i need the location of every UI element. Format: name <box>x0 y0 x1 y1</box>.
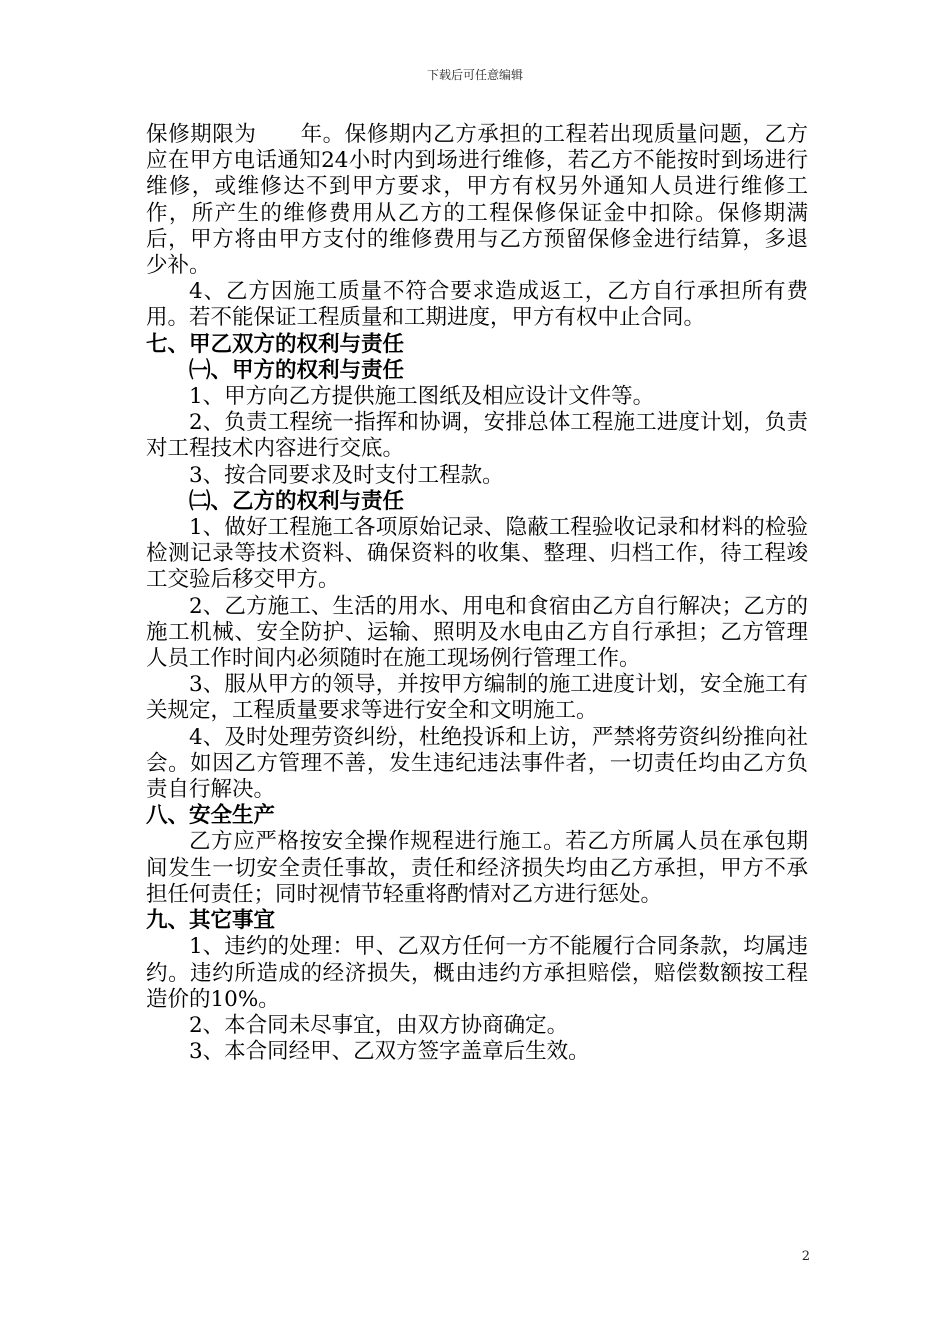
paragraph-safety: 乙方应严格按安全操作规程进行施工。若乙方所属人员在承包期间发生一切安全责任事故，责任和经济损失均由乙方承担，甲方不承担任何责任；同时视情节轻重将酌情对乙方进行惩处。 <box>146 829 808 907</box>
section-heading-other-matters: 九、其它事宜 <box>146 908 276 934</box>
paragraph-other-3: 3、本合同经甲、乙双方签字盖章后生效。 <box>189 1039 590 1065</box>
subsection-heading-party-b: ㈡、乙方的权利与责任 <box>189 488 405 514</box>
paragraph-party-b-1: 1、做好工程施工各项原始记录、隐蔽工程验收记录和材料的检验检测记录等技术资料、确保资料的收集、整理、归档工作，待工程竣工交验后移交甲方。 <box>146 515 808 593</box>
paragraph-rework-cost: 4、乙方因施工质量不符合要求造成返工，乙方自行承担所有费用。若不能保证工程质量和工期进度，甲方有权中止合同。 <box>146 279 808 331</box>
paragraph-party-a-2: 2、负责工程统一指挥和协调，安排总体工程施工进度计划，负责对工程技术内容进行交底。 <box>146 410 808 462</box>
page-header: 下载后可任意编辑 <box>426 68 523 82</box>
paragraph-party-a-3: 3、按合同要求及时支付工程款。 <box>189 462 504 488</box>
page-number: 2 <box>801 1249 810 1264</box>
paragraph-party-b-4: 4、及时处理劳资纠纷，杜绝投诉和上访，严禁将劳资纠纷推向社会。如因乙方管理不善，发生违纪违法事件者，一切责任均由乙方负责自行解决。 <box>146 724 808 803</box>
paragraph-party-b-2: 2、乙方施工、生活的用水、用电和食宿由乙方自行解决；乙方的施工机械、安全防护、运输、照明及水电由乙方自行承担；乙方管理人员工作时间内必须随时在施工现场例行管理工作。 <box>146 593 808 672</box>
paragraph-party-b-3: 3、服从甲方的领导，并按甲方编制的施工进度计划，安全施工有关规定，工程质量要求等进行安全和文明施工。 <box>146 672 808 724</box>
subsection-heading-party-a: ㈠、甲方的权利与责任 <box>189 357 405 383</box>
paragraph-warranty-period: 保修期限为 年。保修期内乙方承担的工程若出现质量问题，乙方应在甲方电话通知24小时内到场进行维修，若乙方不能按时到场进行维修，或维修达不到甲方要求，甲方有权另外通知人员进行维修工作，所产生的维修费用从乙方的工程保修保证金中扣除。保修期满后，甲方将由甲方支付的维修费用与乙方预留保修金进行结算，多退少补。 <box>146 122 808 279</box>
section-heading-rights: 七、甲乙双方的权利与责任 <box>146 331 405 357</box>
section-heading-safety: 八、安全生产 <box>146 803 276 829</box>
paragraph-other-2: 2、本合同未尽事宜，由双方协商确定。 <box>189 1012 569 1038</box>
document-body <box>146 122 808 1065</box>
paragraph-other-1: 1、违约的处理：甲、乙双方任何一方不能履行合同条款，均属违约。违约所造成的经济损失，概由违约方承担赔偿，赔偿数额按工程造价的10%。 <box>146 934 808 1012</box>
paragraph-party-a-1: 1、甲方向乙方提供施工图纸及相应设计文件等。 <box>189 384 655 410</box>
